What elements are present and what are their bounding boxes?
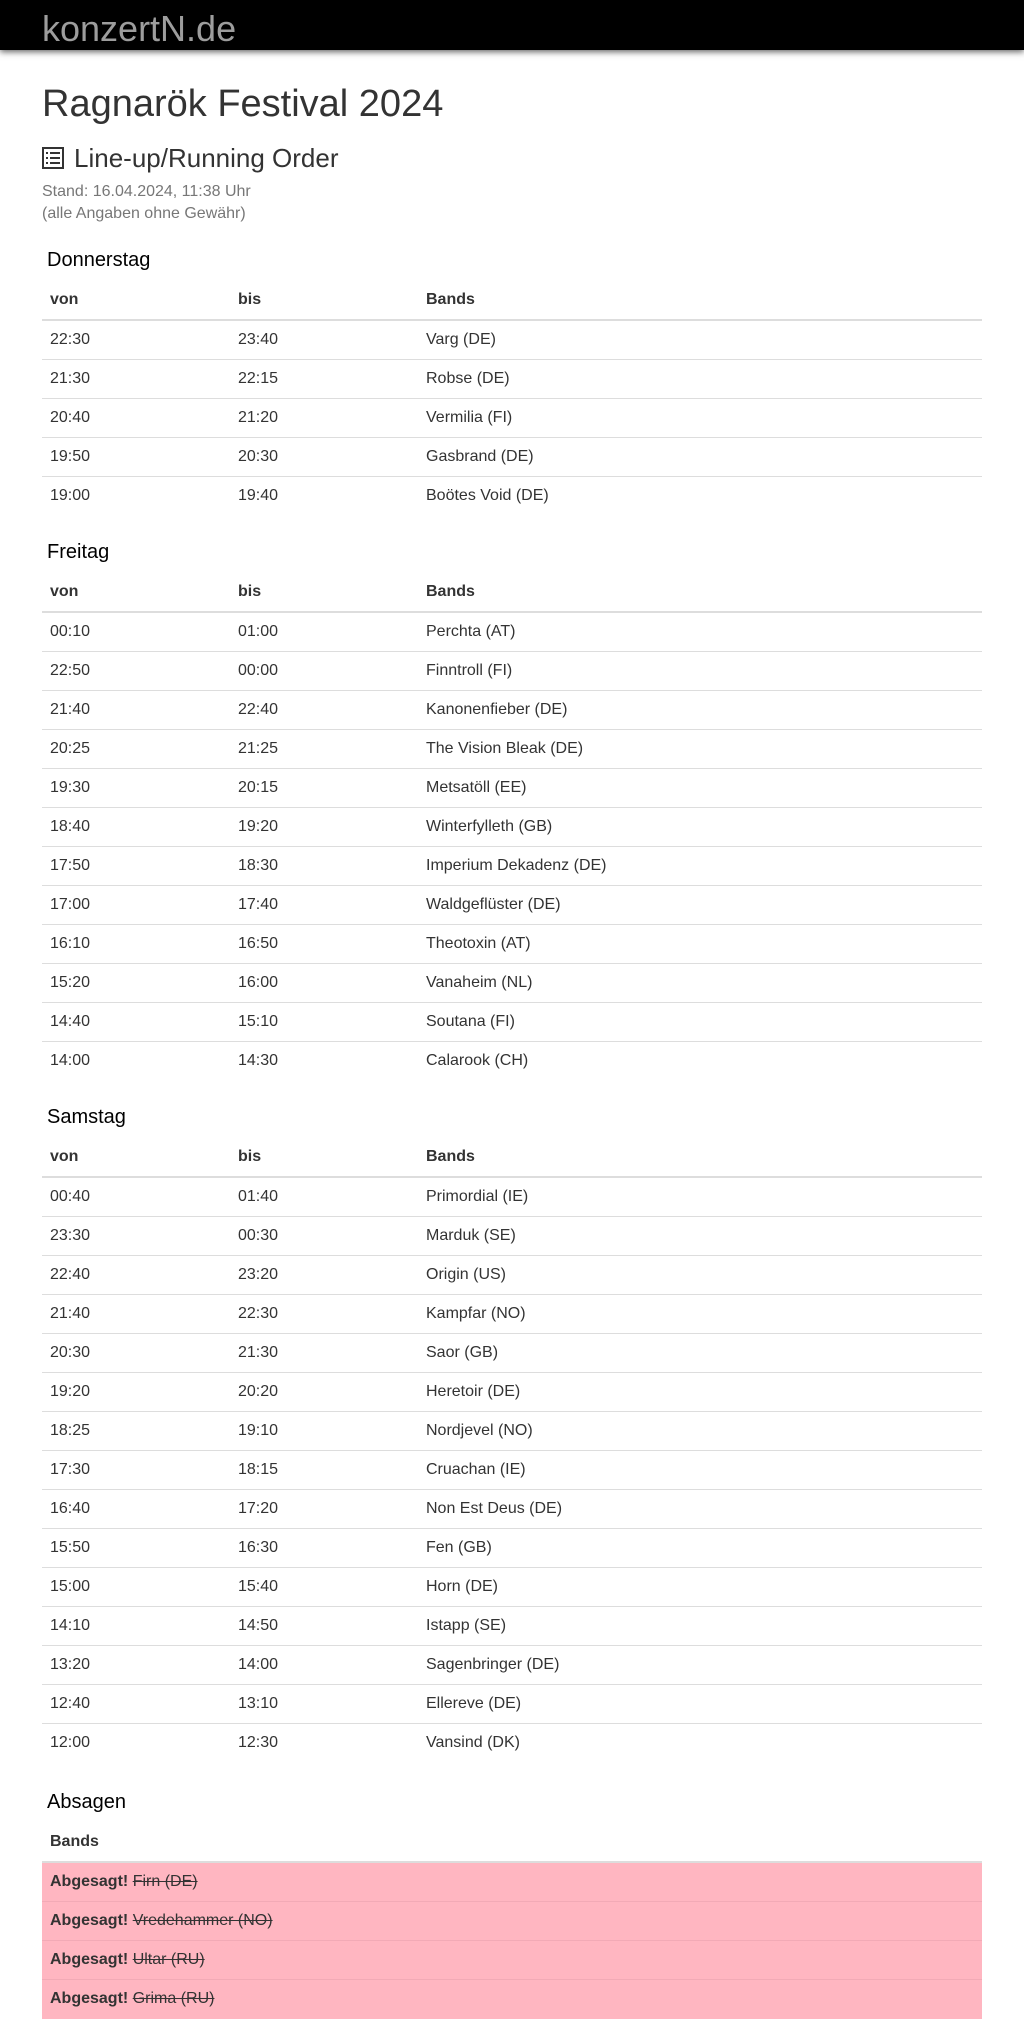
table-row	[42, 730, 982, 769]
schedule-table	[42, 1137, 982, 1763]
start-time: 14:10	[42, 1607, 230, 1646]
cancelled-badge: Abgesagt!	[50, 1990, 129, 2008]
schedule-header-row	[42, 1137, 982, 1177]
end-time: 16:50	[230, 925, 418, 964]
main-content	[42, 78, 982, 2008]
end-time: 16:00	[230, 964, 418, 1003]
start-time: 12:40	[42, 1685, 230, 1724]
band-name: Kampfar (NO)	[418, 1295, 982, 1334]
cancelled-badge: Abgesagt!	[50, 1912, 129, 1929]
table-row	[42, 1334, 982, 1373]
column-header-bis: bis	[230, 1137, 418, 1177]
cancelled-cell	[42, 1862, 982, 1902]
end-time: 01:40	[238, 1188, 279, 1205]
table-row	[42, 1003, 982, 1042]
band-name: Primordial (IE)	[426, 1188, 529, 1205]
last-updated: Stand: 16.04.2024, 11:38 Uhr	[42, 183, 251, 200]
start-time: 19:20	[42, 1373, 230, 1412]
column-header-bis: bis	[230, 572, 418, 612]
table-row	[42, 1042, 982, 1081]
day-section-0	[42, 240, 982, 516]
page-title: Ragnarök Festival 2024	[42, 83, 444, 125]
schedule-header-row	[42, 280, 982, 320]
start-time: 17:50	[42, 847, 230, 886]
start-time: 23:30	[42, 1217, 230, 1256]
table-row	[42, 1490, 982, 1529]
start-time: 14:40	[42, 1003, 230, 1042]
table-row	[42, 1217, 982, 1256]
brand-link[interactable]: konzertN.de	[42, 8, 237, 49]
band-name: Cruachan (IE)	[418, 1451, 982, 1490]
band-name: Robse (DE)	[418, 360, 982, 399]
cancelled-row	[42, 1980, 982, 2019]
band-name: Vansind (DK)	[418, 1724, 982, 1763]
cancelled-cell	[42, 1902, 982, 1941]
cancellations-table	[42, 1822, 982, 2019]
end-time: 19:10	[230, 1412, 418, 1451]
end-time: 17:20	[230, 1490, 418, 1529]
day-section-1	[42, 532, 982, 1081]
cancelled-row	[42, 1941, 982, 1980]
table-row	[42, 438, 982, 477]
column-header-von: von	[42, 280, 230, 320]
start-time: 00:10	[50, 623, 91, 640]
cancelled-cell	[42, 1941, 982, 1980]
disclaimer: (alle Angaben ohne Gewähr)	[42, 205, 246, 222]
start-time: 15:50	[42, 1529, 230, 1568]
end-time: 21:20	[230, 399, 418, 438]
end-time: 22:30	[230, 1295, 418, 1334]
end-time: 19:40	[230, 477, 418, 516]
schedule-header-row	[42, 572, 982, 612]
table-row	[42, 769, 982, 808]
table-row	[42, 1646, 982, 1685]
band-name: Metsatöll (EE)	[418, 769, 982, 808]
band-name: Waldgeflüster (DE)	[418, 886, 982, 925]
start-time: 17:30	[42, 1451, 230, 1490]
day-section-2	[42, 1097, 982, 1763]
table-row	[42, 1529, 982, 1568]
column-header-von: von	[42, 572, 230, 612]
cancelled-band-name: Grima (RU)	[132, 1990, 215, 2008]
band-name: Marduk (SE)	[418, 1217, 982, 1256]
schedule-table	[42, 572, 982, 1081]
cancelled-band-name: Ultar (RU)	[132, 1951, 205, 1968]
start-time: 00:40	[50, 1188, 91, 1205]
start-time: 20:30	[42, 1334, 230, 1373]
end-time: 18:15	[230, 1451, 418, 1490]
band-name: Ellereve (DE)	[418, 1685, 982, 1724]
start-time: 19:30	[42, 769, 230, 808]
table-row	[42, 360, 982, 399]
table-row	[42, 1177, 982, 1217]
end-time: 20:20	[230, 1373, 418, 1412]
band-name: Sagenbringer (DE)	[418, 1646, 982, 1685]
band-name: The Vision Bleak (DE)	[418, 730, 982, 769]
band-name: Boötes Void (DE)	[418, 477, 982, 516]
table-row	[42, 1724, 982, 1763]
end-time: 23:20	[230, 1256, 418, 1295]
band-name: Vermilia (FI)	[418, 399, 982, 438]
end-time: 15:10	[230, 1003, 418, 1042]
band-name: Horn (DE)	[418, 1568, 982, 1607]
start-time: 12:00	[42, 1724, 230, 1763]
start-time: 19:00	[42, 477, 230, 516]
band-name: Vanaheim (NL)	[418, 964, 982, 1003]
cancelled-row	[42, 1902, 982, 1941]
end-time: 14:00	[230, 1646, 418, 1685]
table-row	[42, 1685, 982, 1724]
band-name: Heretoir (DE)	[418, 1373, 982, 1412]
table-row	[42, 925, 982, 964]
start-time: 17:00	[42, 886, 230, 925]
table-row	[42, 1295, 982, 1334]
cancelled-band-name: Vredehammer (NO)	[132, 1912, 273, 1929]
end-time: 20:15	[230, 769, 418, 808]
table-row	[42, 399, 982, 438]
table-row	[42, 612, 982, 652]
schedule-table	[42, 280, 982, 516]
table-row	[42, 847, 982, 886]
end-time: 22:15	[230, 360, 418, 399]
end-time: 23:40	[238, 331, 279, 348]
table-row	[42, 1412, 982, 1451]
cancellations-section	[42, 1782, 982, 2019]
start-time: 20:40	[42, 399, 230, 438]
band-name: Perchta (AT)	[426, 623, 516, 640]
cancellations-title: Absagen	[47, 1791, 126, 1813]
end-time: 21:25	[230, 730, 418, 769]
band-name: Calarook (CH)	[418, 1042, 982, 1081]
column-header-bands: Bands	[418, 572, 982, 612]
cancelled-band-name: Firn (DE)	[132, 1873, 198, 1890]
table-row	[42, 1256, 982, 1295]
column-header-bands: Bands	[418, 1137, 982, 1177]
end-time: 21:30	[230, 1334, 418, 1373]
band-name: Varg (DE)	[426, 331, 496, 348]
start-time: 20:25	[42, 730, 230, 769]
start-time: 16:40	[42, 1490, 230, 1529]
cancelled-badge: Abgesagt!	[50, 1873, 129, 1890]
table-row	[42, 1607, 982, 1646]
table-row	[42, 320, 982, 360]
end-time: 16:30	[230, 1529, 418, 1568]
table-row	[42, 1451, 982, 1490]
table-row	[42, 1373, 982, 1412]
cancellations-header-row	[42, 1822, 982, 1862]
table-row	[42, 964, 982, 1003]
list-icon	[42, 146, 64, 170]
day-title: Freitag	[47, 541, 110, 563]
end-time: 22:40	[230, 691, 418, 730]
start-time: 16:10	[42, 925, 230, 964]
end-time: 20:30	[230, 438, 418, 477]
start-time: 21:40	[42, 691, 230, 730]
start-time: 21:40	[42, 1295, 230, 1334]
cancelled-cell	[42, 1980, 982, 2019]
start-time: 22:50	[42, 652, 230, 691]
table-row	[42, 886, 982, 925]
end-time: 13:10	[230, 1685, 418, 1724]
end-time: 15:40	[230, 1568, 418, 1607]
end-time: 00:00	[230, 652, 418, 691]
band-name: Theotoxin (AT)	[418, 925, 982, 964]
end-time: 18:30	[230, 847, 418, 886]
band-name: Soutana (FI)	[418, 1003, 982, 1042]
end-time: 00:30	[230, 1217, 418, 1256]
table-row	[42, 808, 982, 847]
start-time: 15:00	[42, 1568, 230, 1607]
end-time: 14:30	[230, 1042, 418, 1081]
band-name: Origin (US)	[418, 1256, 982, 1295]
table-row	[42, 652, 982, 691]
lineup-title: Line-up/Running Order	[74, 143, 339, 173]
start-time: 19:50	[42, 438, 230, 477]
table-row	[42, 1568, 982, 1607]
start-time: 22:40	[42, 1256, 230, 1295]
start-time: 22:30	[50, 331, 91, 348]
cancelled-row	[42, 1862, 982, 1902]
band-name: Kanonenfieber (DE)	[418, 691, 982, 730]
start-time: 18:25	[42, 1412, 230, 1451]
band-name: Gasbrand (DE)	[418, 438, 982, 477]
band-name: Winterfylleth (GB)	[418, 808, 982, 847]
table-row	[42, 477, 982, 516]
band-name: Finntroll (FI)	[418, 652, 982, 691]
end-time: 12:30	[230, 1724, 418, 1763]
column-header-von: von	[42, 1137, 230, 1177]
navbar	[0, 0, 1024, 50]
column-header-bands: Bands	[42, 1822, 982, 1862]
day-title: Donnerstag	[47, 249, 151, 271]
band-name: Istapp (SE)	[418, 1607, 982, 1646]
start-time: 14:00	[42, 1042, 230, 1081]
start-time: 18:40	[42, 808, 230, 847]
day-title: Samstag	[47, 1106, 126, 1128]
table-row	[42, 691, 982, 730]
column-header-bis: bis	[230, 280, 418, 320]
start-time: 15:20	[42, 964, 230, 1003]
end-time: 17:40	[230, 886, 418, 925]
start-time: 21:30	[42, 360, 230, 399]
end-time: 01:00	[238, 623, 279, 640]
lineup-heading	[42, 140, 339, 176]
cancelled-badge: Abgesagt!	[50, 1951, 129, 1968]
band-name: Nordjevel (NO)	[418, 1412, 982, 1451]
band-name: Fen (GB)	[418, 1529, 982, 1568]
end-time: 14:50	[230, 1607, 418, 1646]
start-time: 13:20	[42, 1646, 230, 1685]
band-name: Saor (GB)	[418, 1334, 982, 1373]
end-time: 19:20	[230, 808, 418, 847]
band-name: Non Est Deus (DE)	[418, 1490, 982, 1529]
column-header-bands: Bands	[418, 280, 982, 320]
band-name: Imperium Dekadenz (DE)	[418, 847, 982, 886]
